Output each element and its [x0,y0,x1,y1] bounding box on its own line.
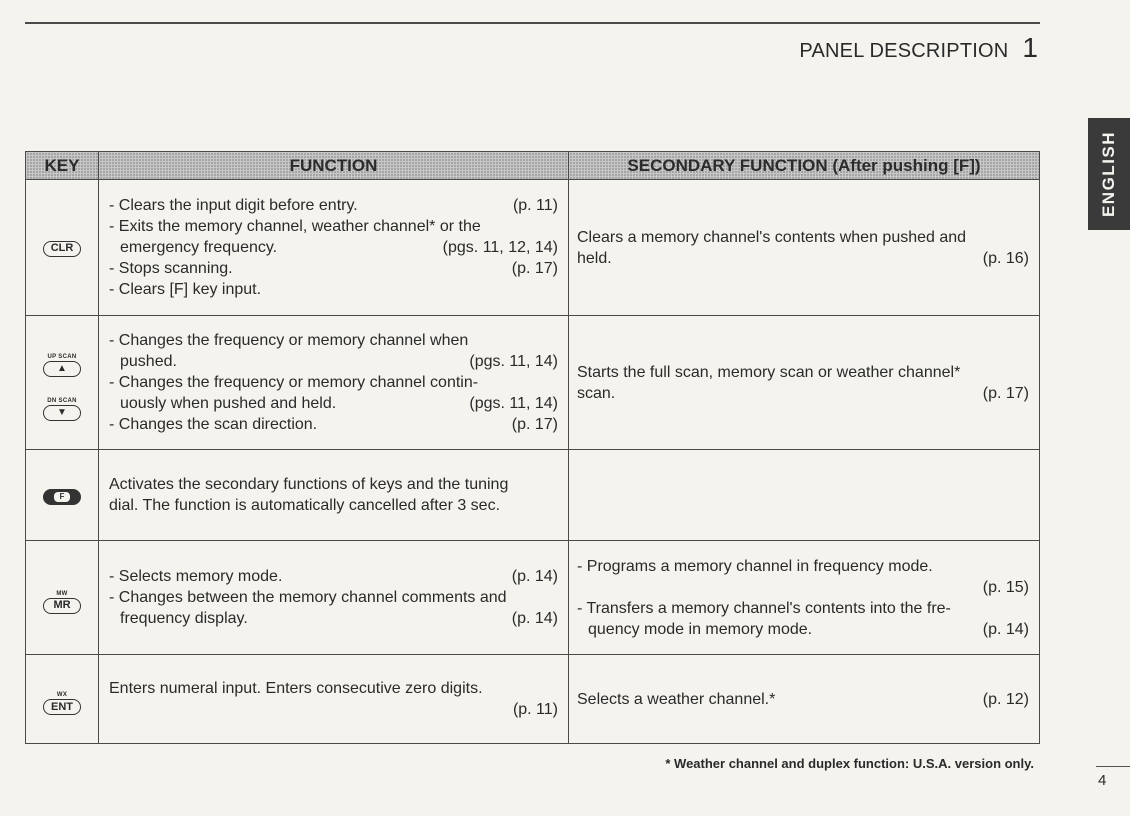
secondary-cell [569,541,1040,655]
table-row-mr [26,541,1040,655]
secondary-line: Clears a memory channel's contents when pushed and [577,228,967,246]
function-line: dial. The function is automatically cancelled after 3 sec. [109,497,501,514]
function-line: frequency display. (p. 14) [120,610,558,627]
page-number-rule [1096,766,1130,767]
function-line: - Changes between the memory channel comments and [109,589,507,606]
mw-label: MW [56,590,68,597]
key-cell [26,541,99,655]
page-number: 4 [1098,772,1107,789]
key-cell [26,450,99,541]
section-title: PANEL DESCRIPTION [799,40,1009,62]
table-header-row [26,152,1040,180]
secondary-line: - Transfers a memory channel's contents into the fre- [577,599,951,617]
secondary-cell [569,316,1040,450]
secondary-cell [569,655,1040,744]
secondary-cell-empty [569,450,1040,541]
wx-label: WX [56,692,68,698]
secondary-line: Selects a weather channel.* (p. 12) [577,690,1029,708]
secondary-line: Starts the full scan, memory scan or weather channel* [577,363,961,381]
secondary-line: held. (p. 16) [577,249,1029,267]
language-tab [1088,118,1130,230]
function-line: Enters numeral input. Enters consecutive zero digits. [109,680,483,697]
secondary-line: scan. (p. 17) [577,384,1029,402]
secondary-cell [569,180,1040,316]
function-line: (p. 11) [512,701,558,718]
ent-key-icon: ENT [43,699,81,715]
function-line: - Stops scanning. (p. 17) [109,260,558,277]
function-line: Activates the secondary functions of keys and the tuning [109,476,509,493]
function-line: - Changes the frequency or memory channel contin- [109,374,479,391]
down-arrow-key-icon: ▼ [43,405,81,421]
clr-key-icon: CLR [43,241,81,257]
secondary-line: quency mode in memory mode. (p. 14) [588,620,1029,638]
header-secondary-function: SECONDARY FUNCTION (After pushing [F]) [569,152,1040,180]
top-rule [25,22,1040,24]
header-function: FUNCTION [99,152,569,180]
function-line: uously when pushed and held. (pgs. 11, 14) [120,395,558,412]
section-header [799,32,1038,64]
function-line: emergency frequency. (pgs. 11, 12, 14) [120,239,558,256]
table-row-up-down [26,316,1040,450]
function-cell [99,180,569,316]
chapter-number: 1 [1022,32,1038,63]
function-line: - Clears the input digit before entry. (p. 11) [109,197,558,214]
header-key: KEY [26,152,99,180]
up-scan-label: UP SCAN [47,353,77,360]
footnote: * Weather channel and duplex function: U.S.A. version only. [665,756,1034,771]
f-key-icon: F [43,489,81,505]
function-cell [99,316,569,450]
table-row-clr [26,180,1040,316]
up-arrow-key-icon: ▲ [43,361,81,377]
function-cell [99,450,569,541]
function-line: - Changes the frequency or memory channel when [109,332,469,349]
function-cell [99,655,569,744]
key-cell [26,316,99,450]
language-tab-label: ENGLISH [1099,130,1118,218]
function-line: - Selects memory mode. (p. 14) [109,568,558,585]
table-row-f [26,450,1040,541]
function-cell [99,541,569,655]
dn-scan-label: DN SCAN [47,397,77,404]
function-line: - Clears [F] key input. [109,281,262,298]
table-row-ent [26,655,1040,744]
panel-description-table [25,151,1040,744]
key-cell [26,655,99,744]
secondary-line: - Programs a memory channel in frequency mode. [577,557,933,575]
key-cell [26,180,99,316]
function-line: - Exits the memory channel, weather channel* or the [109,218,481,235]
function-line: pushed. (pgs. 11, 14) [120,353,558,370]
mr-key-icon: MR [43,598,81,614]
function-line: - Changes the scan direction. (p. 17) [109,416,558,433]
secondary-line: (p. 15) [982,578,1029,596]
